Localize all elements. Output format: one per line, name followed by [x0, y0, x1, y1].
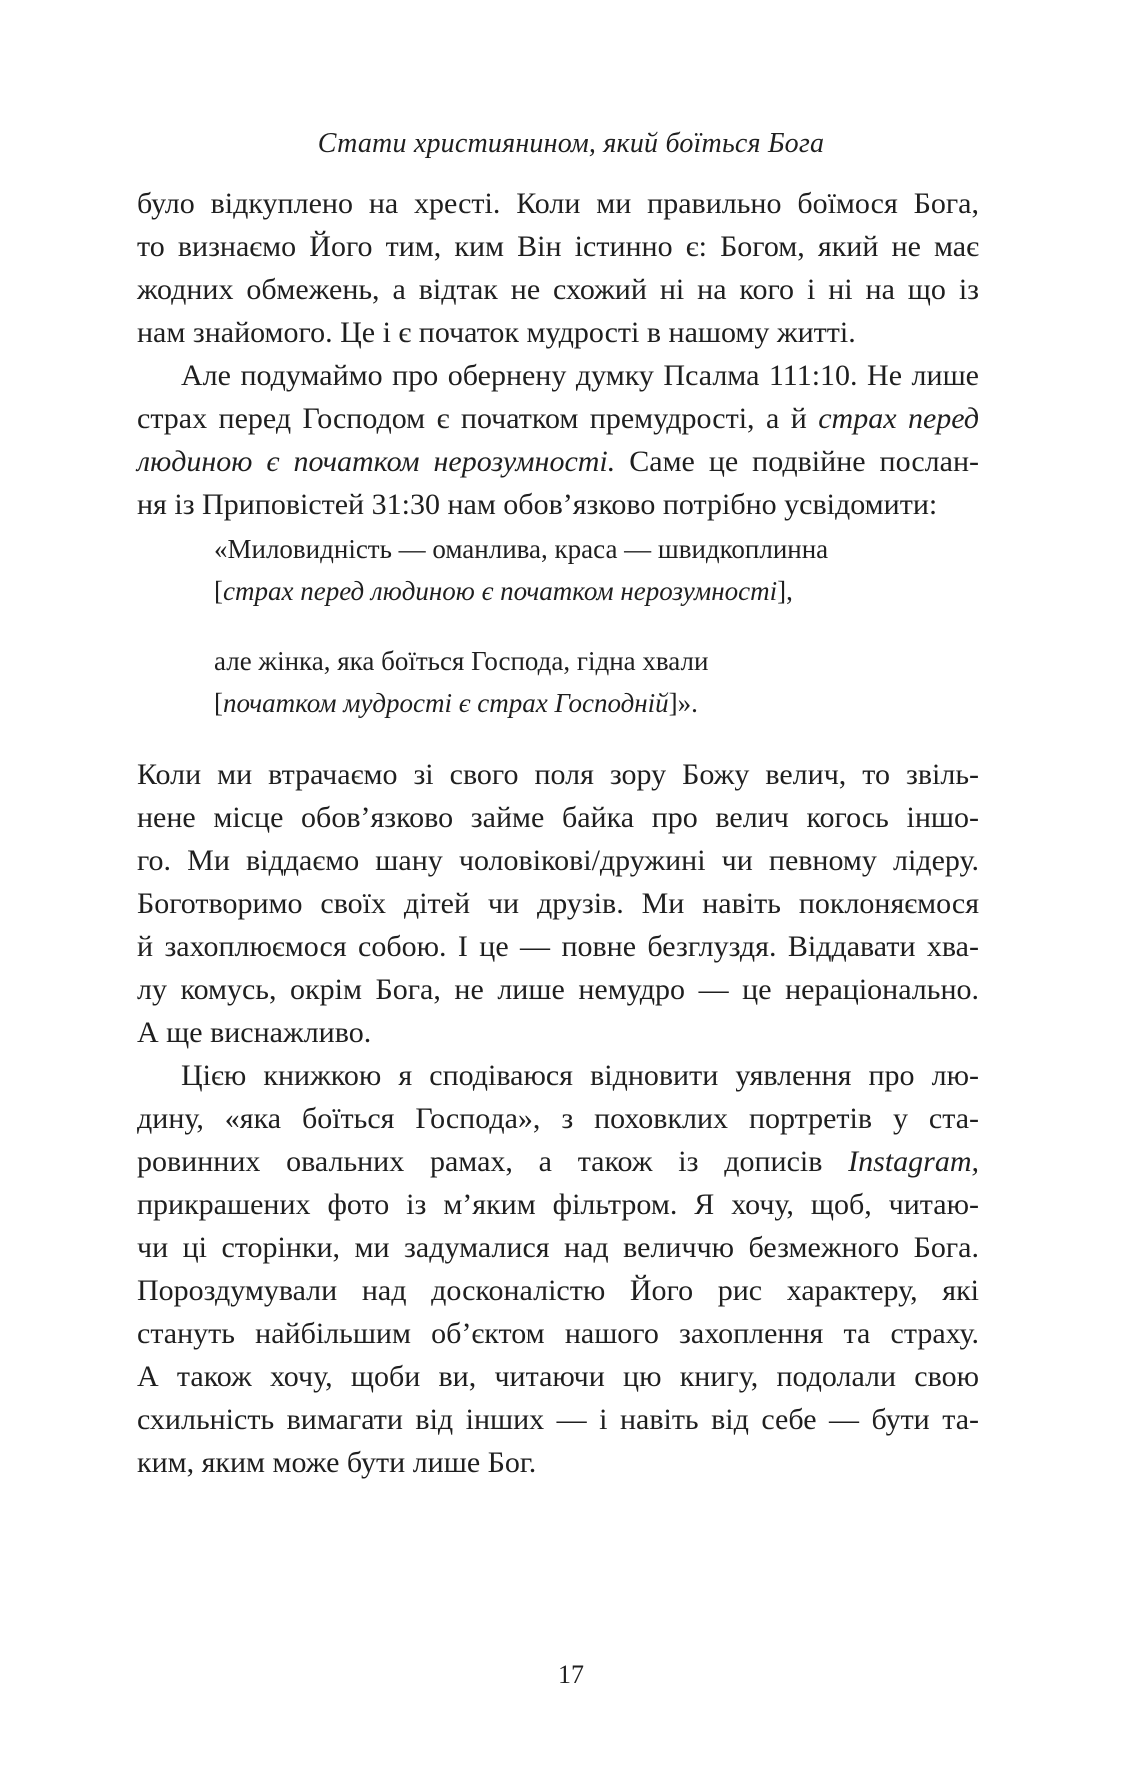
block-quote-1 [214, 528, 934, 612]
bracket-open: [ [214, 576, 223, 606]
paragraph-line: А ще виснажливо. [137, 1016, 372, 1049]
paragraph-line: чи ці сторінки, ми задумалися над величчю безмежного Бога. [137, 1231, 979, 1264]
paragraph-4 [137, 1054, 979, 1484]
quote-line: «Миловидність — оманлива, краса — швидкоплинна [214, 534, 829, 564]
bracket-close: ]». [668, 688, 698, 718]
quote-line: але жінка, яка боїться Господа, гідна хвали [214, 646, 709, 676]
italic-run: початком мудрості є страх Господній [223, 688, 669, 718]
page-number: 17 [558, 1660, 584, 1689]
paragraph-line: прикрашених фото із м’яким фільтром. Я хочу, щоб, читаю- [137, 1188, 979, 1221]
paragraph-line: то визнаємо Його тим, ким Він істинно є: Богом, який не має [137, 230, 979, 263]
paragraph-line: ня із Приповістей 31:30 нам обов’язково потрібно усвідомити: [137, 488, 938, 521]
bracket-open: [ [214, 688, 223, 718]
italic-run: Instagram, [848, 1145, 979, 1178]
running-head: Стати християнином, який боїться Бога [317, 128, 825, 159]
text-run: страх перед Господом є початком премудрості, а й [137, 402, 819, 435]
block-quote-2 [214, 640, 934, 724]
paragraph-line: Цією книжкою я сподіваюся відновити уявлення про лю- [181, 1059, 979, 1092]
paragraph-line [137, 1140, 979, 1183]
paragraph-line: го. Ми віддаємо шану чоловікові/дружині чи певному лідеру. [137, 844, 979, 877]
paragraph-line: стануть найбільшим об’єктом нашого захоплення та страху. [137, 1317, 979, 1350]
paragraph-line: нене місце обов’язково займе байка про велич когось іншо- [137, 801, 979, 834]
paragraph-3 [137, 753, 979, 1054]
quote-line [214, 570, 934, 612]
paragraph-line: й захоплюємося собою. І це — повне безглуздя. Віддавати хва- [137, 930, 979, 963]
paragraph-line: було відкуплено на хресті. Коли ми правильно боїмося Бога, [137, 187, 979, 220]
paragraph-line: ким, яким може бути лише Бог. [137, 1446, 537, 1479]
text-run: ровинних овальних рамах, а також із дописів [137, 1145, 849, 1178]
paragraph-2 [137, 354, 979, 526]
paragraph-line: Коли ми втрачаємо зі свого поля зору Божу велич, то звіль- [137, 758, 979, 791]
paragraph-1 [137, 182, 979, 354]
text-run: Саме це подвійне послан- [615, 445, 979, 478]
paragraph-line [137, 440, 979, 483]
italic-run: страх перед людиною є початком нерозумності [223, 576, 778, 606]
italic-run: людиною є початком нерозумності. [137, 445, 616, 478]
quote-line [214, 682, 934, 724]
paragraph-line: жодних обмежень, а відтак не схожий ні на кого і ні на що із [137, 273, 979, 306]
paragraph-line: схильність вимагати від інших — і навіть від себе — бути та- [137, 1403, 979, 1436]
bracket-close: ], [777, 576, 793, 606]
italic-run: страх перед [818, 402, 980, 435]
paragraph-line: Боготворимо своїх дітей чи друзів. Ми навіть поклоняємося [137, 887, 979, 920]
paragraph-line: лу комусь, окрім Бога, не лише немудро — це нераціонально. [137, 973, 979, 1006]
paragraph-line: А також хочу, щоби ви, читаючи цю книгу, подолали свою [137, 1360, 979, 1393]
paragraph-line [137, 397, 979, 440]
paragraph-line: Пороздумували над досконалістю Його рис характеру, які [137, 1274, 979, 1307]
paragraph-line: нам знайомого. Це і є початок мудрості в нашому житті. [137, 316, 856, 349]
paragraph-line: Але подумаймо про обернену думку Псалма 111:10. Не лише [181, 359, 979, 392]
paragraph-line: дину, «яка боїться Господа», з поховклих портретів у ста- [137, 1102, 979, 1135]
